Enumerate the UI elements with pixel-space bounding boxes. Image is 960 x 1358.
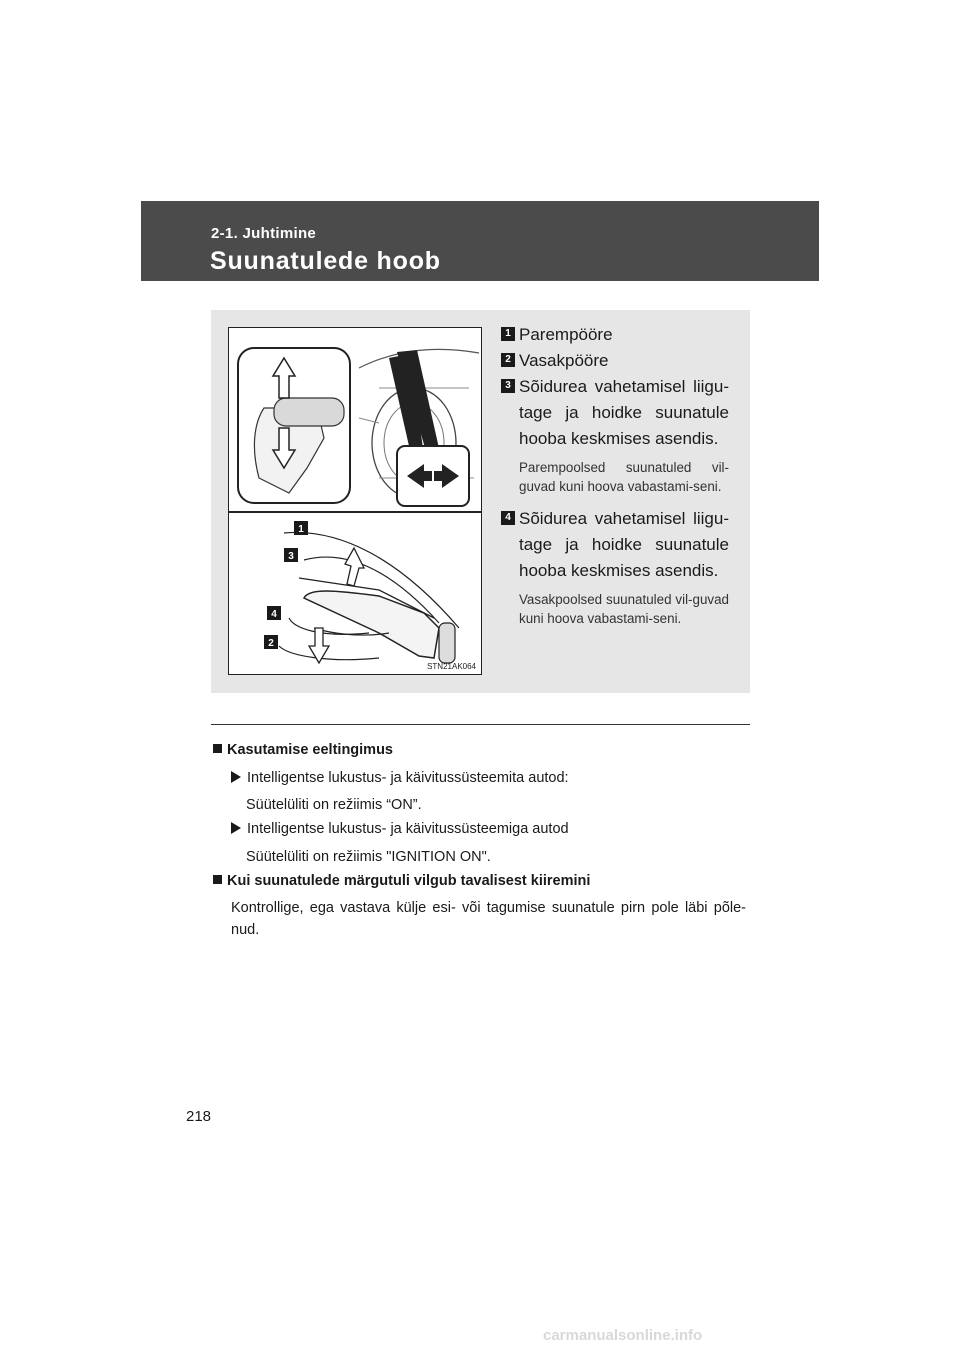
item-label: Sõidurea vahetamisel liigu-tage ja hoidke suunatule hooba keskmises asendis. xyxy=(519,377,729,448)
item-label: Sõidurea vahetamisel liigu-tage ja hoidke suunatule hooba keskmises asendis. xyxy=(519,509,729,580)
conditions-title: Kasutamise eeltingimus xyxy=(227,742,393,758)
section-header xyxy=(141,201,819,281)
turn-signal-illustration xyxy=(228,327,482,675)
indicator-text: Kontrollige, ega vastava külje esi- või tagumise suunatule pirn pole läbi põle-nud. xyxy=(231,900,746,938)
page-title: Suunatulede hoob xyxy=(210,247,441,275)
callout-1: 1 xyxy=(298,524,304,535)
conditions-heading xyxy=(213,742,393,758)
triangle-bullet-icon xyxy=(231,771,241,783)
case-label: Intelligentse lukustus- ja käivitussüsteemita autod: xyxy=(247,770,569,786)
section-label: 2-1. Juhtimine xyxy=(211,225,317,242)
item-number: 3 xyxy=(501,379,515,393)
legend-item xyxy=(501,348,729,374)
legend-item xyxy=(501,322,729,348)
callout-2: 2 xyxy=(268,638,274,649)
legend-list xyxy=(501,322,729,628)
condition-text-2: Süütelüliti on režiimis "IGNITION ON". xyxy=(246,849,491,865)
watermark: carmanualsonline.info xyxy=(543,1327,703,1344)
illustration-panel xyxy=(211,310,750,693)
condition-case-2 xyxy=(231,821,569,837)
legend-item xyxy=(501,506,729,628)
item-label: Vasakpööre xyxy=(519,351,609,370)
divider xyxy=(211,724,750,725)
item-label: Parempööre xyxy=(519,325,613,344)
callout-3: 3 xyxy=(288,551,294,562)
lever-drawing xyxy=(229,328,481,674)
callout-4: 4 xyxy=(271,609,277,620)
figure-code: STN21AK064 xyxy=(427,662,476,671)
condition-text-1: Süütelüliti on režiimis “ON”. xyxy=(246,797,422,813)
item-number: 1 xyxy=(501,327,515,341)
item-number: 4 xyxy=(501,511,515,525)
triangle-bullet-icon xyxy=(231,822,241,834)
condition-case-1 xyxy=(231,770,569,786)
square-bullet-icon xyxy=(213,744,222,753)
square-bullet-icon xyxy=(213,875,222,884)
page-number: 218 xyxy=(186,1108,212,1125)
case-label: Intelligentse lukustus- ja käivitussüsteemiga autod xyxy=(247,821,569,837)
item-number: 2 xyxy=(501,353,515,367)
indicator-heading xyxy=(213,873,590,889)
item-note: Parempoolsed suunatuled vil-guvad kuni hoova vabastami-seni. xyxy=(519,460,729,494)
item-note: Vasakpoolsed suunatuled vil-guvad kuni hoova vabastami-seni. xyxy=(519,592,729,626)
indicator-title: Kui suunatulede märgutuli vilgub tavalisest kiiremini xyxy=(227,873,591,889)
legend-item xyxy=(501,374,729,496)
